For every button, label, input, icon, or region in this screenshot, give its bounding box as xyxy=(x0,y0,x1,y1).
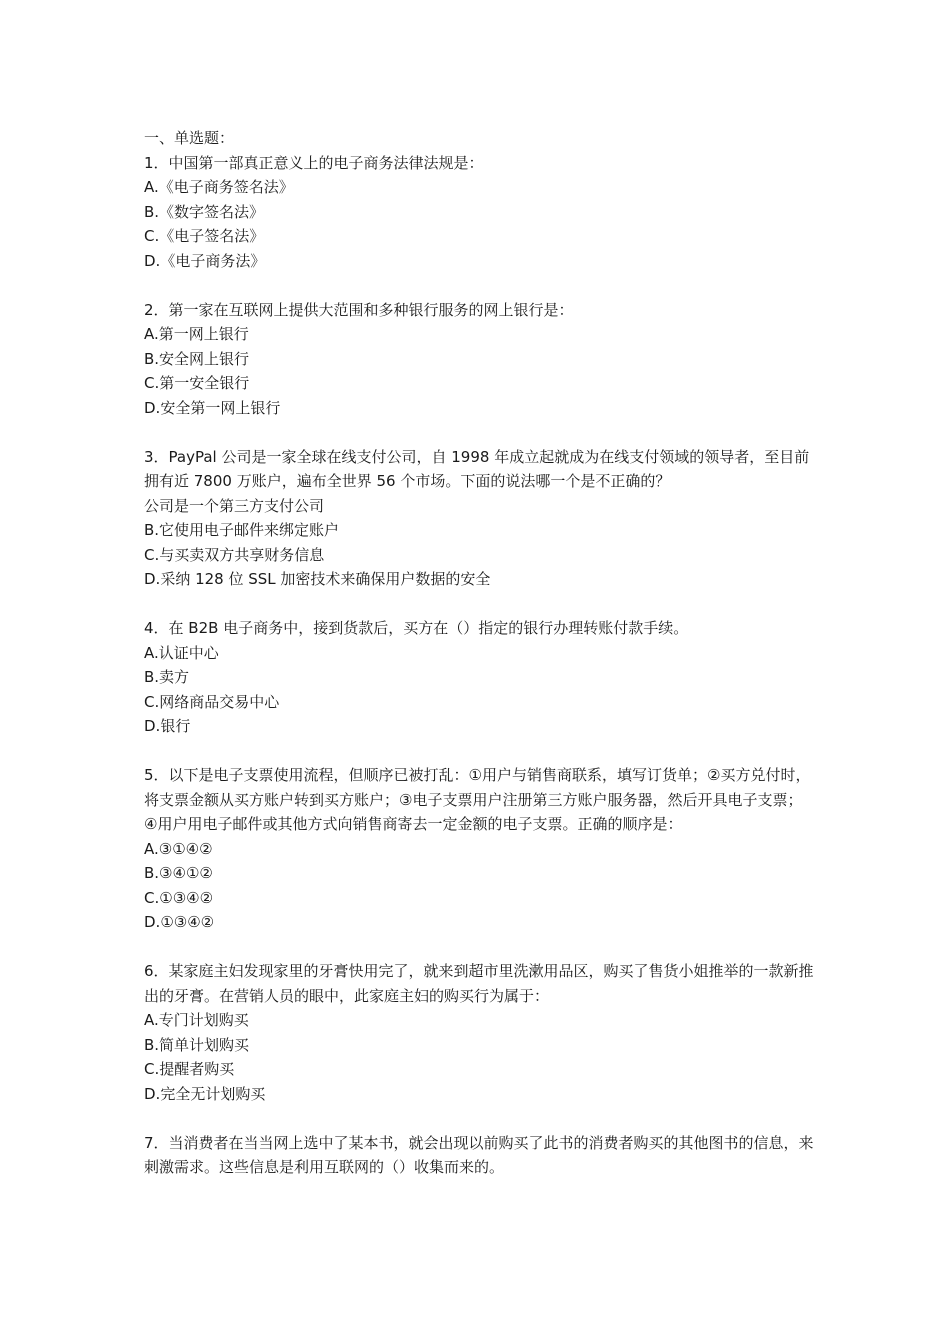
question-6 xyxy=(144,959,814,1106)
option-a: A.《电子商务签名法》 xyxy=(144,178,294,196)
option-c: C.《电子签名法》 xyxy=(144,227,265,245)
option-b: B.安全网上银行 xyxy=(144,349,250,368)
option-c: C.第一安全银行 xyxy=(144,374,250,392)
question-stem: 5．以下是电子支票使用流程，但顺序已被打乱：①用户与销售商联系，填写订货单；②买方兑付时，将支票金额从买方账户转到买方账户；③电子支票用户注册第三方账户服务器，然后开具电子支票；④用户用电子邮件或其他方式向销售商寄去一定金额的电子支票。正确的顺序是： xyxy=(144,766,811,833)
question-1 xyxy=(144,151,814,274)
question-stem: 7．当消费者在当当网上选中了某本书，就会出现以前购买了此书的消费者购买的其他图书的信息，来刺激需求。这些信息是利用互联网的（）收集而来的。 xyxy=(144,1133,814,1176)
option-d: D.《电子商务法》 xyxy=(144,251,266,270)
question-5 xyxy=(144,763,814,935)
question-4 xyxy=(144,616,814,739)
option-d: D.银行 xyxy=(144,717,191,735)
section-title: 一、单选题： xyxy=(144,129,235,147)
option-b: B.它使用电子邮件来绑定账户 xyxy=(144,521,340,539)
question-7 xyxy=(144,1131,814,1180)
question-stem: 2．第一家在互联网上提供大范围和多种银行服务的网上银行是： xyxy=(144,300,574,319)
option-c: C.①③④② xyxy=(144,888,214,907)
option-a: 公司是一个第三方支付公司 xyxy=(144,496,325,515)
option-d: D.①③④② xyxy=(144,913,215,931)
option-a: A.③①④② xyxy=(144,839,213,858)
question-2 xyxy=(144,298,814,421)
option-a: A.第一网上银行 xyxy=(144,325,249,343)
question-3 xyxy=(144,445,814,592)
option-d: D.完全无计划购买 xyxy=(144,1084,266,1103)
option-b: B.简单计划购买 xyxy=(144,1035,250,1054)
option-d: D.安全第一网上银行 xyxy=(144,398,281,417)
option-b: B.卖方 xyxy=(144,668,190,686)
question-stem: 3．PayPal 公司是一家全球在线支付公司，自 1998 年成立起就成为在线支付领域的领导者，至目前拥有近 7800 万账户，遍布全世界 56 个市场。下面的说法哪一个是不正确的？ xyxy=(144,447,810,490)
question-stem: 1．中国第一部真正意义上的电子商务法律法规是： xyxy=(144,153,484,172)
option-c: C.网络商品交易中心 xyxy=(144,692,280,711)
option-b: B.③④①② xyxy=(144,864,213,882)
option-a: A.认证中心 xyxy=(144,643,219,662)
option-a: A.专门计划购买 xyxy=(144,1011,249,1029)
option-c: C.提醒者购买 xyxy=(144,1060,235,1078)
question-stem: 4．在 B2B 电子商务中，接到货款后，买方在（）指定的银行办理转账付款手续。 xyxy=(144,619,689,637)
option-b: B.《数字签名法》 xyxy=(144,202,265,221)
document-page xyxy=(144,126,814,1180)
question-stem: 6．某家庭主妇发现家里的牙膏快用完了，就来到超市里洗漱用品区，购买了售货小姐推举的一款新推出的牙膏。在营销人员的眼中，此家庭主妇的购买行为属于： xyxy=(144,962,814,1005)
option-c: C.与买卖双方共享财务信息 xyxy=(144,545,325,564)
option-d: D.采纳 128 位 SSL 加密技术来确保用户数据的安全 xyxy=(144,570,491,588)
